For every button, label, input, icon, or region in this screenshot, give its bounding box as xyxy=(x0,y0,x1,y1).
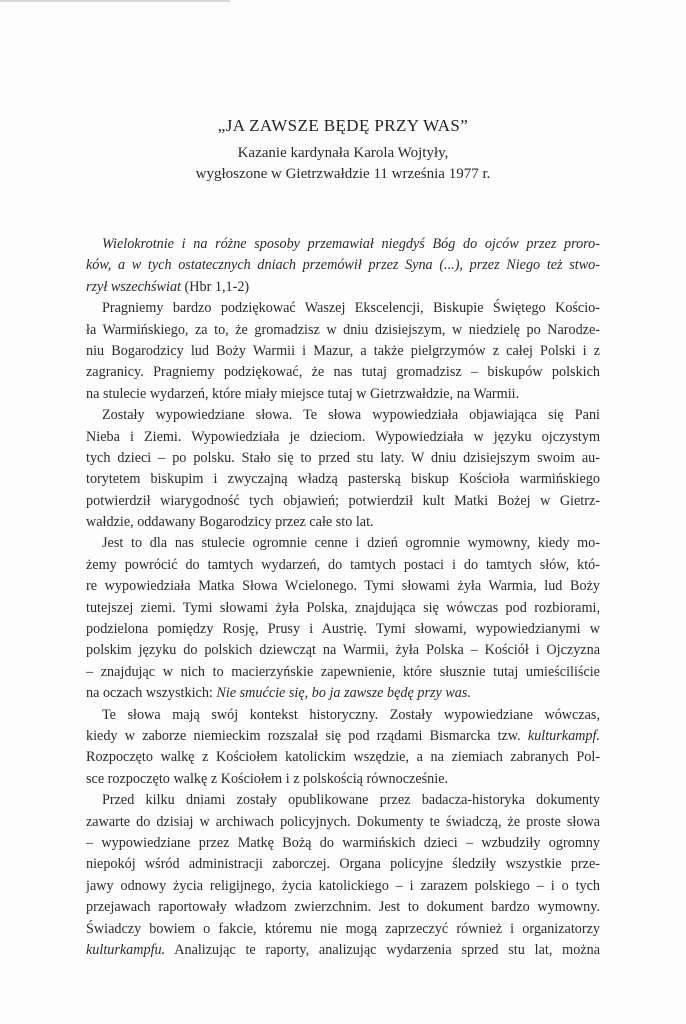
text-segment: podzielona pomiędzy Rosję, Prusy i Austrię. Tymi słowami, wypowiedzianymi w xyxy=(86,621,600,638)
text-segment: ła Warmińskiego, za to, że gromadzisz w dniu dzisiejszym, w niedzielę po Narodze- xyxy=(86,321,600,338)
text-line xyxy=(86,512,600,533)
top-edge-rule xyxy=(0,0,230,2)
text-segment: re wypowiedziała Matka Słowa Wcielonego. Tymi słowami żyła Warmia, lud Boży xyxy=(86,578,600,595)
text-segment: torytetem biskupim i zwyczajną władzą pasterską biskup Kościoła warmińskiego xyxy=(86,471,600,488)
text-line xyxy=(86,469,600,490)
text-line xyxy=(86,769,600,790)
text-line xyxy=(86,619,600,640)
text-line xyxy=(86,790,600,811)
italic-text-segment: rzył wszechświat xyxy=(86,278,181,295)
text-segment: Pragniemy bardzo podziękować Waszej Ekscelencji, Biskupie Świętego Kościo- xyxy=(102,300,600,317)
text-line xyxy=(86,683,600,704)
subtitle-line: wygłoszone w Gietrzwałdzie 11 września 1977 r. xyxy=(195,166,491,182)
text-line xyxy=(86,362,600,383)
text-segment: Świadczy bowiem o fakcie, któremu nie mogą zaprzeczyć również i organizatorzy xyxy=(86,920,600,937)
italic-text-segment: Wielokrotnie i na różne sposoby przemawiał niegdyś Bóg do ojców przez proro- xyxy=(102,236,600,252)
text-line xyxy=(86,234,600,255)
sermon-text xyxy=(86,234,600,961)
text-line xyxy=(86,533,600,554)
text-line xyxy=(86,277,600,298)
subtitle-line: Kazanie kardynała Karola Wojtyły, xyxy=(237,145,449,161)
text-line xyxy=(86,320,600,341)
text-segment: niu Bogarodzicy lud Boży Warmii i Mazur, a także pielgrzymów z całej Polski i z xyxy=(86,342,600,359)
text-segment: (Hbr 1,1-2) xyxy=(180,278,250,295)
text-line xyxy=(86,726,600,747)
text-line xyxy=(86,384,600,405)
text-segment: Przed kilku dniami zostały opublikowane przez badacza-historyka dokumenty xyxy=(102,792,600,809)
text-line xyxy=(86,919,600,940)
text-segment: żemy powrócić do tamtych wydarzeń, do tamtych postaci i do tamtych słów, któ- xyxy=(86,556,600,573)
text-line xyxy=(86,598,600,619)
text-segment: potwierdził wiarygodność tych objawień; potwierdził kult Matki Bożej w Gietrz- xyxy=(86,492,600,509)
text-line xyxy=(86,876,600,897)
page-title: „JA ZAWSZE BĘDĘ PRZY WAS” xyxy=(217,116,469,135)
text-segment: zagranicy. Pragniemy podziękować, że nas tutaj gromadzisz – biskupów polskich xyxy=(86,364,600,381)
text-segment: wałdzie, oddawany Bogarodzicy przez całe sto lat. xyxy=(86,514,374,531)
text-line xyxy=(86,405,600,426)
text-line xyxy=(86,448,600,469)
subtitle xyxy=(0,143,686,185)
text-segment: na oczach wszystkich: xyxy=(86,685,217,702)
text-line xyxy=(86,576,600,597)
text-segment: Analizując te raporty, analizując wydarzenia sprzed stu lat, można xyxy=(165,941,600,958)
text-line xyxy=(86,427,600,448)
text-line xyxy=(86,812,600,833)
italic-text-segment: Nie smućcie się, bo ja zawsze będę przy was. xyxy=(216,685,471,702)
text-line xyxy=(86,298,600,319)
text-line xyxy=(86,940,600,961)
text-segment: jawy odnowy życia religijnego, życia katolickiego – i zarazem polskiego – i o tych xyxy=(86,877,600,894)
text-segment: niepokój wśród administracji zaborczej. Organa policyjne śledziły wszystkie prze- xyxy=(86,856,600,873)
text-segment: Te słowa mają swój kontekst historyczny. Zostały wypowiedziane wówczas, xyxy=(102,706,600,723)
text-segment: polskim języku do polskich dziewcząt na Warmii, żyła Polska – Kościół i Ojczyzna xyxy=(86,642,600,659)
text-line xyxy=(86,747,600,768)
text-line xyxy=(86,341,600,362)
italic-text-segment: kulturkampfu. xyxy=(86,941,166,958)
text-line xyxy=(86,491,600,512)
italic-text-segment: kulturkampf. xyxy=(527,727,600,744)
text-line xyxy=(86,897,600,918)
text-line xyxy=(86,555,600,576)
text-segment: Nieba i Ziemi. Wypowiedziała je dzieciom. Wypowiedziała w języku ojczystym xyxy=(86,428,600,445)
text-segment: zawarte do dzisiaj w archiwach policyjnych. Dokumenty te świadczą, że proste słowa xyxy=(86,813,600,830)
text-line xyxy=(86,640,600,661)
text-segment: Jest to dla nas stulecie ogromnie cenne i dzień ogromnie wymowny, kiedy mo- xyxy=(102,535,600,552)
text-line xyxy=(86,705,600,726)
text-line xyxy=(86,662,600,683)
text-segment: na stulecie wydarzeń, które miały miejsce tutaj w Gietrzwałdzie, na Warmii. xyxy=(86,385,520,402)
text-line xyxy=(86,833,600,854)
text-segment: Rozpoczęto walkę z Kościołem katolickim wszędzie, a na ziemiach zabranych Pol- xyxy=(86,749,600,766)
text-segment: – znajdując w nich to macierzyńskie zapewnienie, które słusznie tutaj umieściliście xyxy=(86,663,600,680)
text-segment: sce rozpoczęto walkę z Kościołem i z polskością równocześnie. xyxy=(86,770,449,787)
text-segment: tutejszej ziemi. Tymi słowami żyła Polska, znajdująca się wówczas pod rozbiorami, xyxy=(86,599,600,616)
text-segment: przejawach raportowały władzom zwierzchnim. Jest to dokument bardzo wymowny. xyxy=(86,899,600,916)
text-segment: Zostały wypowiedziane słowa. Te słowa wypowiedziała objawiająca się Pani xyxy=(102,407,600,424)
text-line xyxy=(86,255,600,276)
text-segment: tych dzieci – po polsku. Stało się to przed stu laty. W dniu dzisiejszym swoim au- xyxy=(86,449,600,466)
text-line xyxy=(86,854,600,875)
italic-text-segment: ków, a w tych ostatecznych dniach przemówił przez Syna (...), przez Niego też stwo- xyxy=(86,257,600,274)
text-segment: – wypowiedziane przez Matkę Bożą do warmińskich dzieci – wzbudziły ogromny xyxy=(86,834,600,851)
text-segment: kiedy w zaborze niemieckim rozszalał się pod rządami Bismarcka tzw. xyxy=(86,727,528,744)
